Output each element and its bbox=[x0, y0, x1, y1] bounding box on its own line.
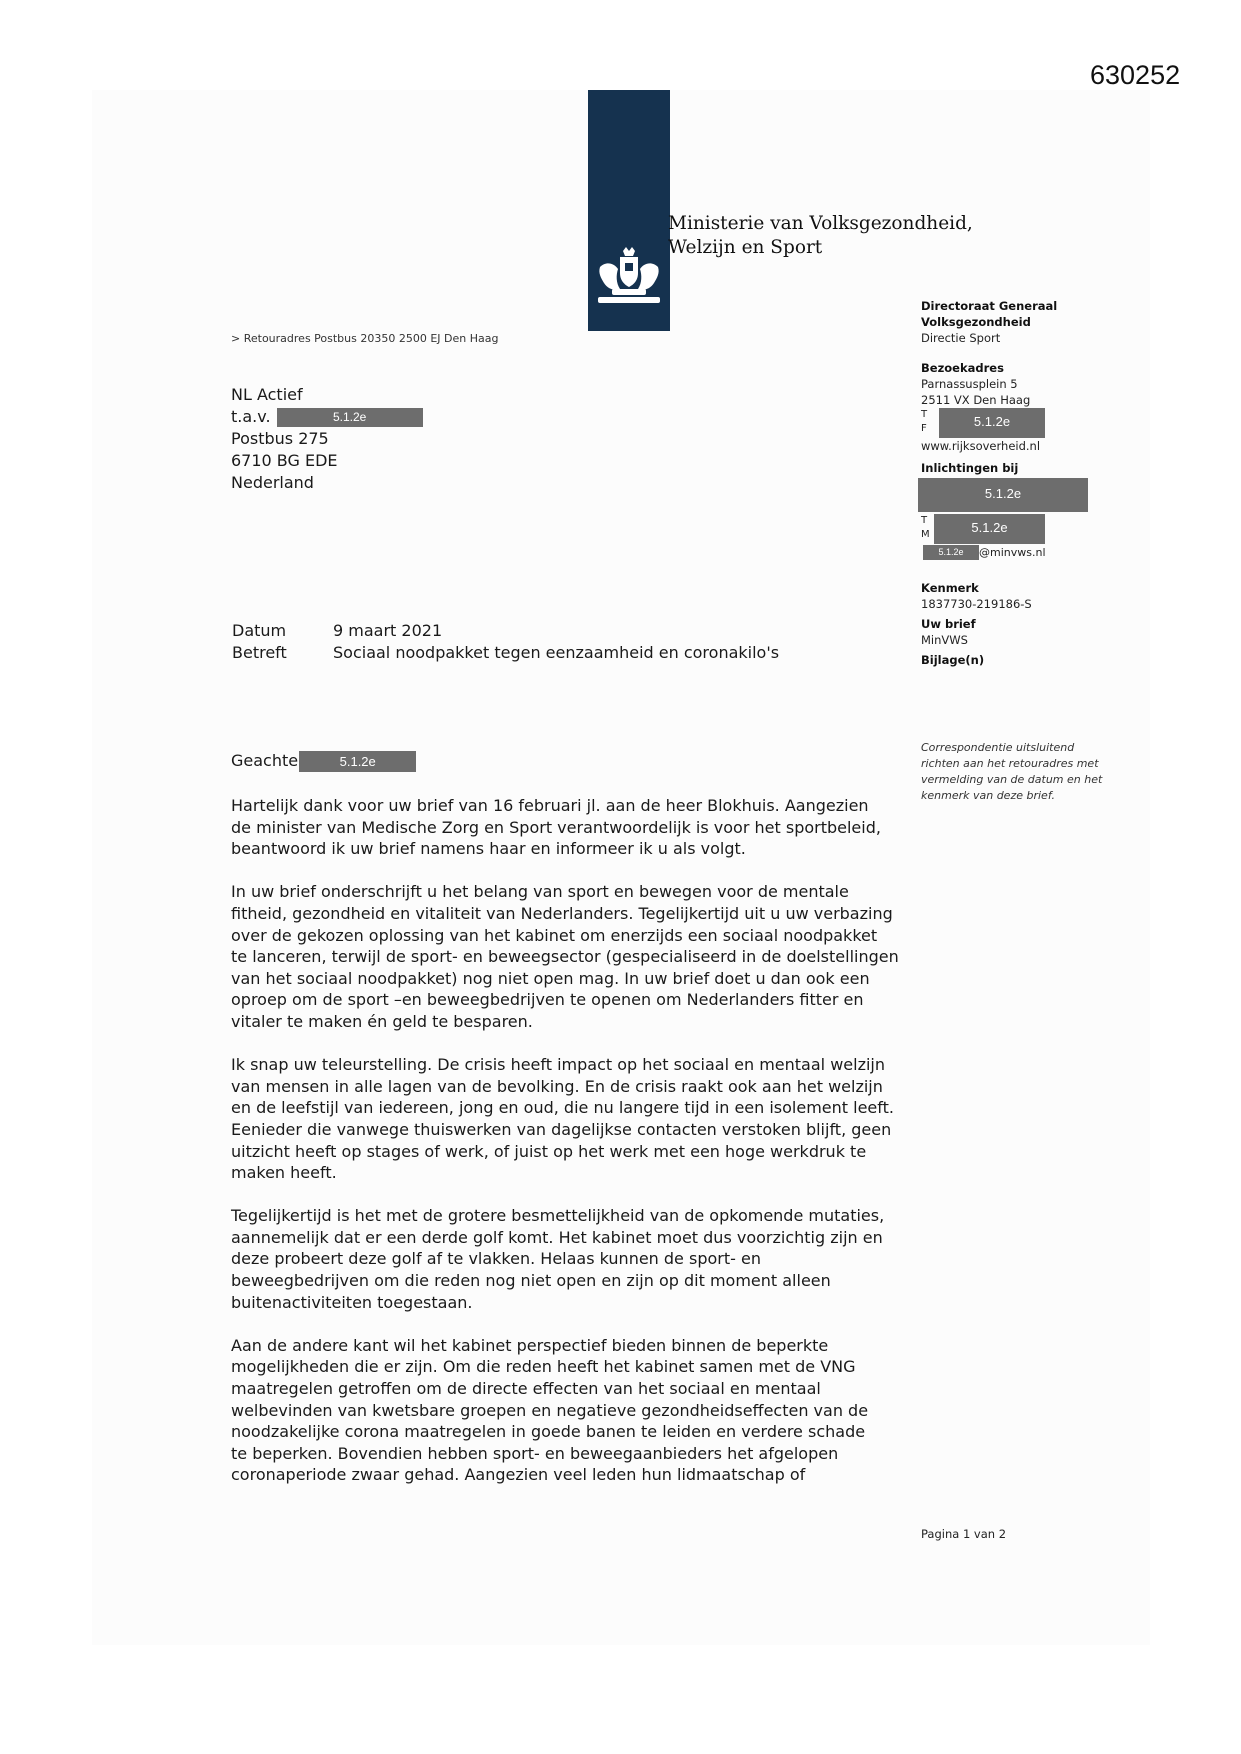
redaction-block: 5.1.2e bbox=[939, 408, 1045, 438]
recipient-attention bbox=[231, 406, 423, 428]
ministry-line-1: Ministerie van Volksgezondheid, bbox=[668, 213, 973, 234]
contact-phone bbox=[921, 514, 1121, 544]
visit-street: Parnassusplein 5 bbox=[921, 377, 1018, 391]
directorate-line: Volksgezondheid bbox=[921, 315, 1031, 329]
body-paragraph: In uw brief onderschrijft u het belang van sport en bewegen voor de mentale fitheid, gezondheid en vitaliteit van Nederlanders. Tegelijkertijd uit u uw verbazing over de gekozen oplossing van het kabinet om enerzijds een sociaal noodpakket te lanceren, terwijl de sport- en beweegsector (gespecialiseerd in de doelstellingen van het sociaal noodpakket) nog niet open mag. In uw brief doet u dan ook een oproep om de sport –en beweegbedrijven te openen om Nederlanders fitter en vitaler te maken én geld te besparen. bbox=[231, 882, 899, 1031]
your-letter-value: MinVWS bbox=[921, 633, 968, 647]
attention-label: t.a.v. bbox=[231, 407, 271, 426]
ministry-line-2: Welzijn en Sport bbox=[668, 237, 823, 258]
body-paragraph: Tegelijkertijd is het met de grotere besmettelijkheid van de opkomende mutaties, aannemelijk dat er een derde golf komt. Het kabinet moet dus voorzichtig zijn en deze probeert deze golf af te vlakken. Helaas kunnen de sport- en beweegbedrijven om die reden nog niet open en zijn op dit moment alleen buitenactiviteiten toegestaan. bbox=[231, 1206, 885, 1312]
redaction-block: 5.1.2e bbox=[918, 478, 1088, 512]
phone-letter: T bbox=[921, 409, 928, 420]
letter-body bbox=[231, 795, 911, 1508]
redaction-block: 5.1.2e bbox=[923, 545, 979, 560]
department: Directie Sport bbox=[921, 331, 1001, 345]
mobile-letter: M bbox=[921, 529, 930, 540]
subject-label: Betreft bbox=[232, 643, 287, 662]
fax-letter: F bbox=[921, 423, 927, 434]
attachments-label: Bijlage(n) bbox=[921, 653, 985, 667]
reference-value: 1837730-219186-S bbox=[921, 597, 1032, 611]
recipient-address bbox=[231, 384, 423, 494]
visit-city: 2511 VX Den Haag bbox=[921, 393, 1031, 407]
subject-row bbox=[232, 642, 779, 664]
salutation bbox=[231, 750, 416, 772]
subject-value: Sociaal noodpakket tegen eenzaamheid en coronakilo's bbox=[333, 643, 780, 662]
ministry-name bbox=[668, 212, 973, 260]
return-address: > Retouradres Postbus 20350 2500 EJ Den Haag bbox=[231, 332, 499, 345]
recipient-line: Postbus 275 bbox=[231, 429, 329, 448]
salutation-text: Geachte bbox=[231, 751, 299, 770]
phone-letter: T bbox=[921, 515, 928, 526]
page-number: Pagina 1 van 2 bbox=[921, 1527, 1007, 1541]
info-label: Inlichtingen bij bbox=[921, 461, 1019, 475]
your-letter-label: Uw brief bbox=[921, 617, 976, 631]
body-paragraph: Aan de andere kant wil het kabinet perspectief bieden binnen de beperkte mogelijkheden die er zijn. Om die reden heeft het kabinet samen met de VNG maatregelen getroffen om de directe effecten van het sociaal en mentaal welbevinden van kwetsbare groepen en negatieve gezondheidseffecten van de noodzakelijke corona maatregelen in goede banen te leiden en verdere schade te beperken. Bovendien hebben sport- en beweegaanbieders het afgelopen coronaperiode zwaar gehad. Aangezien veel leden hun lidmaatschap of bbox=[231, 1335, 869, 1485]
contact-email bbox=[921, 544, 1121, 560]
recipient-line: Nederland bbox=[231, 473, 314, 492]
redaction-block: 5.1.2e bbox=[934, 514, 1045, 544]
sender-sidebar bbox=[921, 298, 1121, 668]
body-paragraph: Hartelijk dank voor uw brief van 16 februari jl. aan de heer Blokhuis. Aangezien de minister van Medische Zorg en Sport verantwoordelijk is voor het sportbeleid, beantwoord ik uw brief namens haar en informeer ik u als volgt. bbox=[231, 796, 881, 859]
date-label: Datum bbox=[232, 621, 287, 640]
recipient-line: NL Actief bbox=[231, 385, 303, 404]
directorate-line: Directoraat Generaal bbox=[921, 299, 1058, 313]
date-value: 9 maart 2021 bbox=[333, 621, 443, 640]
redaction-block: 5.1.2e bbox=[277, 408, 423, 427]
email-domain: @minvws.nl bbox=[979, 546, 1046, 559]
reference-label: Kenmerk bbox=[921, 581, 979, 595]
date-row bbox=[232, 620, 779, 642]
correspondence-note: Correspondentie uitsluitend richten aan het retouradres met vermelding van de datum en het kenmerk van deze brief. bbox=[921, 741, 1103, 802]
letter-meta bbox=[232, 620, 779, 664]
website: www.rijksoverheid.nl bbox=[921, 439, 1041, 453]
phone-fax bbox=[921, 408, 1121, 438]
coat-of-arms-icon bbox=[592, 245, 666, 311]
body-paragraph: Ik snap uw teleurstelling. De crisis heeft impact op het sociaal en mentaal welzijn van mensen in alle lagen van de bevolking. En de crisis raakt ook aan het welzijn en de leefstijl van iedereen, jong en oud, die nu langere tijd in een isolement leeft. Eenieder die vanwege thuiswerken van dagelijkse contacten verstoken blijft, geen uitzicht heeft op stages of werk, of juist op het werk met een hoge werkdruk te maken heeft. bbox=[231, 1055, 894, 1183]
recipient-line: 6710 BG EDE bbox=[231, 451, 338, 470]
visit-address-label: Bezoekadres bbox=[921, 361, 1004, 375]
redaction-block: 5.1.2e bbox=[299, 751, 416, 772]
document-number: 630252 bbox=[1090, 60, 1181, 90]
